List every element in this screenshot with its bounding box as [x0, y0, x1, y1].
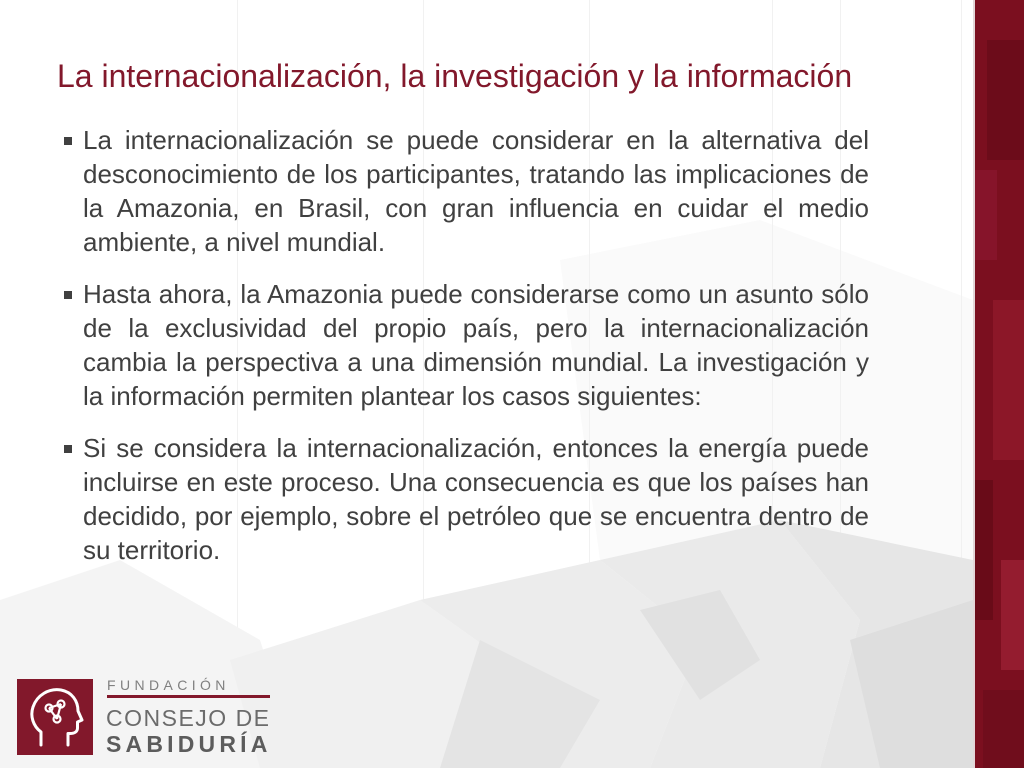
- bullet-list: [83, 123, 869, 585]
- logo-text-sabiduria: SABIDURÍA: [106, 731, 272, 757]
- band-texture: [993, 300, 1024, 460]
- logo-mark: [17, 679, 93, 755]
- side-band: [973, 0, 1024, 768]
- bullet-text: Hasta ahora, la Amazonia puede considerarse como un asunto sólo de la exclusividad del propio país, pero la internacionalización cambia la perspectiva a una dimensión mundial. La investigación y la información permiten plantear los casos siguientes:: [83, 279, 869, 411]
- band-texture: [983, 690, 1024, 768]
- bullet-text: Si se considera la internacionalización, entonces la energía puede incluirse en este proceso. Una consecuencia es que los países han decidido, por ejemplo, sobre el petróleo que se encuentra dentro de su territorio.: [83, 433, 869, 565]
- logo-text-consejo: CONSEJO DE: [106, 705, 271, 731]
- slide-title: La internacionalización, la investigación y la información: [57, 58, 853, 94]
- band-texture: [975, 170, 997, 260]
- logo-text-fundacion: FUNDACIÓN: [107, 677, 230, 693]
- bullet-item: [83, 431, 869, 567]
- head-network-icon: [17, 679, 93, 755]
- logo-divider: [107, 695, 270, 698]
- band-texture: [1001, 560, 1024, 670]
- band-separator: [973, 0, 975, 768]
- bullet-text: La internacionalización se puede considerar en la alternativa del desconocimiento de los participantes, tratando las implicaciones de la Amazonia, en Brasil, con gran influencia en cuidar el medio ambiente, a nivel mundial.: [83, 125, 869, 257]
- bullet-item: [83, 123, 869, 259]
- square-bullet-icon: [64, 137, 72, 145]
- square-bullet-icon: [64, 445, 72, 453]
- square-bullet-icon: [64, 291, 72, 299]
- bullet-item: [83, 277, 869, 413]
- band-texture: [987, 40, 1024, 160]
- band-texture: [975, 480, 993, 620]
